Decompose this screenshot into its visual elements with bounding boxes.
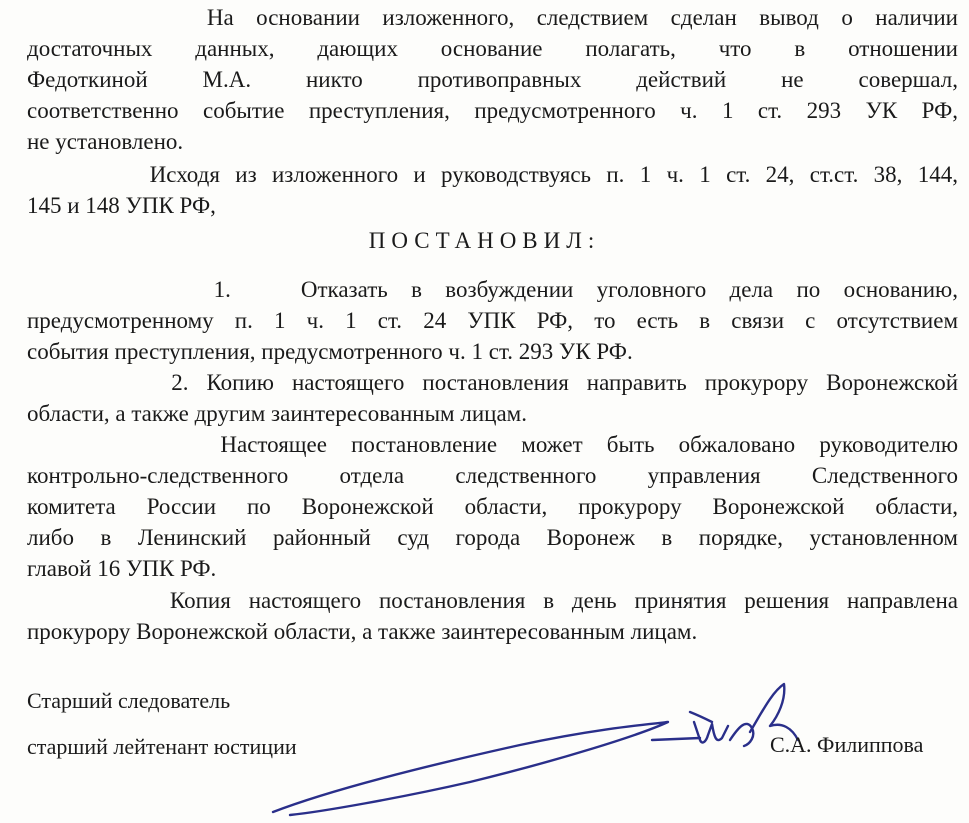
text-line: достаточных данных, дающих основание полагать, что в отношении bbox=[27, 36, 958, 61]
signature-stroke bbox=[694, 722, 728, 742]
text-line: комитета России по Воронежской области, прокурору Воронежской области, bbox=[27, 494, 958, 519]
text-line: Копия настоящего постановления в день принятия решения направлена bbox=[27, 588, 958, 613]
signature-stroke bbox=[730, 724, 753, 746]
text-line: 1. Отказать в возбуждении уголовного дела по основанию, bbox=[27, 277, 958, 302]
signer-name: С.А. Филиппова bbox=[770, 732, 924, 757]
text-line: главой 16 УПК РФ. bbox=[27, 556, 217, 581]
text-line: предусмотренному п. 1 ч. 1 ст. 24 УПК РФ, то есть в связи с отсутствием bbox=[27, 308, 958, 333]
text-line: события преступления, предусмотренного ч. 1 ст. 293 УК РФ. bbox=[27, 339, 633, 364]
text-line: прокурору Воронежской области, а также заинтересованным лицам. bbox=[27, 619, 698, 644]
text-line: 2. Копию настоящего постановления направить прокурору Воронежской bbox=[27, 370, 958, 395]
text-line: Исходя из изложенного и руководствуясь п. 1 ч. 1 ст. 24, ст.ст. 38, 144, bbox=[27, 162, 958, 187]
signature-stroke bbox=[690, 712, 712, 722]
signature-stroke bbox=[652, 738, 700, 740]
resolution-heading: ПОСТАНОВИЛ: bbox=[368, 228, 601, 253]
text-line: 145 и 148 УПК РФ, bbox=[27, 193, 216, 218]
text-line: Настоящее постановление может быть обжаловано руководителю bbox=[27, 432, 958, 457]
signer-position-line1: Старший следователь bbox=[27, 688, 231, 713]
text-line: На основании изложенного, следствием сделан вывод о наличии bbox=[27, 5, 958, 30]
text-line: области, а также другим заинтересованным лицам. bbox=[27, 401, 527, 426]
signer-position-line2: старший лейтенант юстиции bbox=[27, 734, 297, 759]
text-line: либо в Ленинский районный суд города Воронеж в порядке, установленном bbox=[27, 525, 958, 550]
signature-stroke bbox=[273, 722, 668, 815]
text-line: соответственно событие преступления, предусмотренного ч. 1 ст. 293 УК РФ, bbox=[27, 98, 958, 123]
text-line: не установлено. bbox=[27, 129, 184, 154]
text-line: Федоткиной М.А. никто противоправных действий не совершал, bbox=[27, 67, 958, 92]
text-line: контрольно-следственного отдела следственного управления Следственного bbox=[27, 463, 958, 488]
